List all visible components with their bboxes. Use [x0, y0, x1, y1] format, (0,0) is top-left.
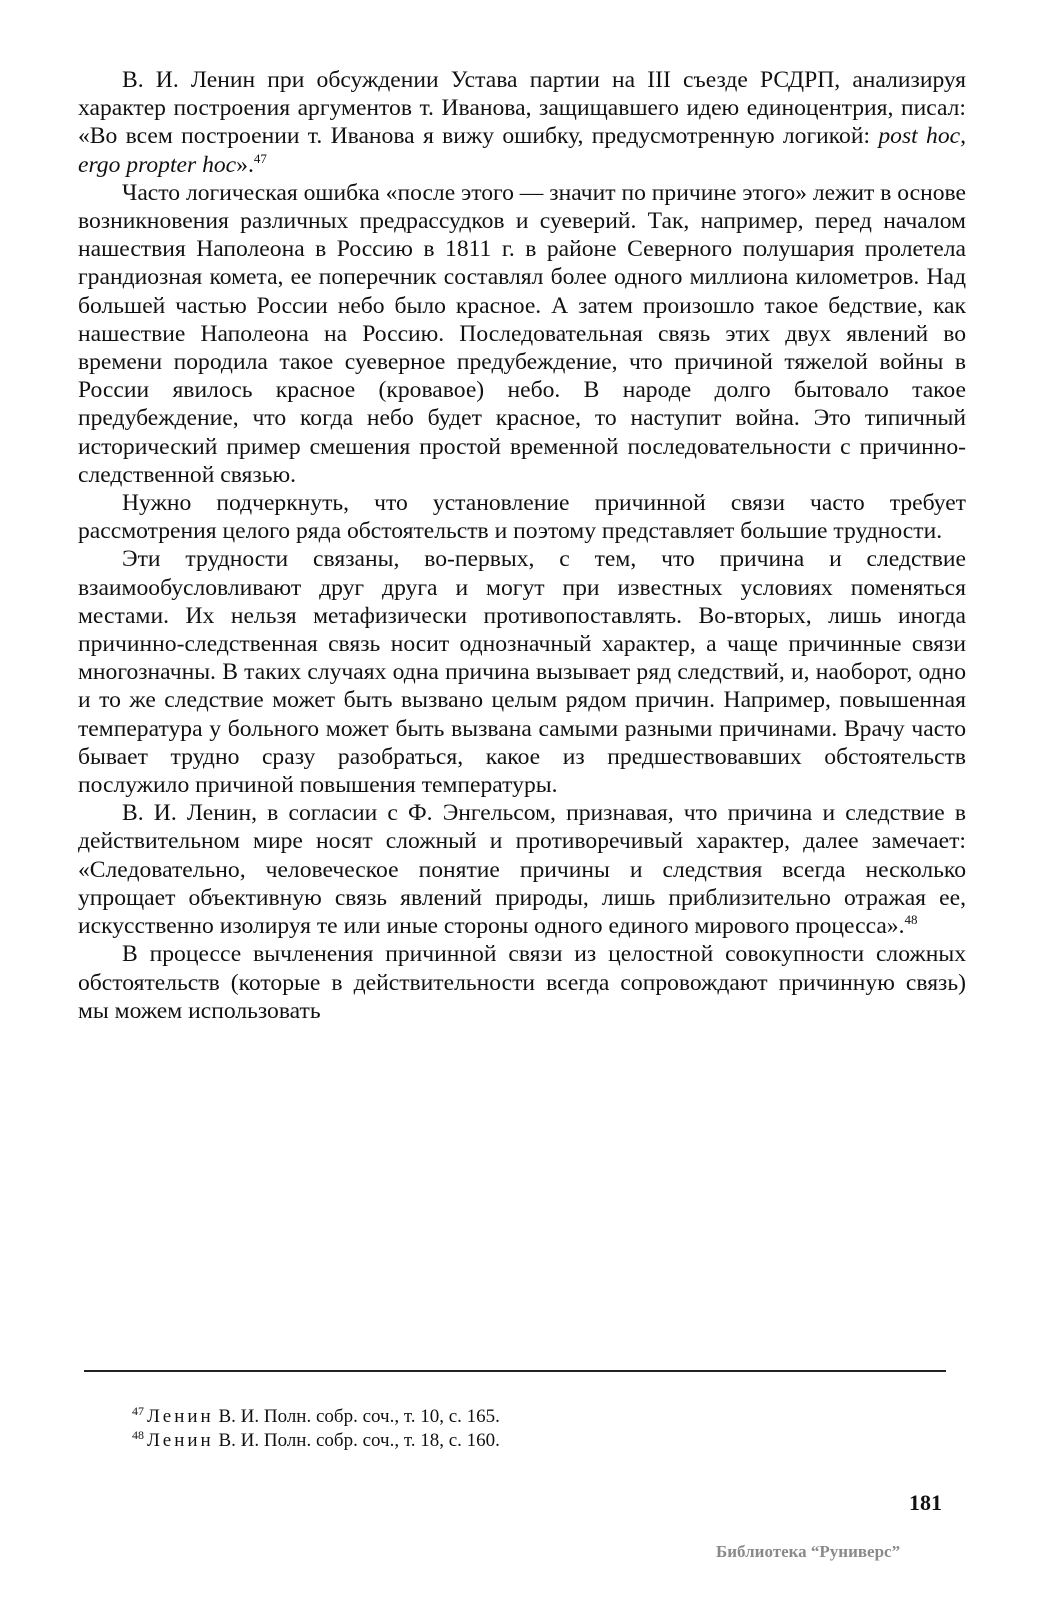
paragraph-1-text: В. И. Ленин при обсуждении Устава партии на III съезде РСДРП, анализируя характер построения аргументов т. Иванова, защищавшего идею единоцентрия, писал: «Во всем построении т. Иванова я вижу ошибку, предусмотренную логикой: — [78, 67, 966, 150]
paragraph-5-text: В. И. Ленин, в согласии с Ф. Энгельсом, признавая, что причина и следствие в действительном мире носят сложный и противоречивый характер, далее замечает: «Следовательно, человеческое понятие причины и следствия всегда несколько упрощает объективную связь явлений природы, лишь приблизительно отражая ее, искусственно изолируя те или иные стороны одного единого мирового процесса». — [78, 800, 966, 940]
footnote-ref-47[interactable]: 47 — [253, 150, 267, 166]
latin-phrase: post hoc, ergo propter hoc — [78, 123, 966, 178]
paragraph-2: Часто логическая ошибка «после этого — значит по причине этого» лежит в основе возникновения различных предрассудков и суеверий. Так, например, перед началом нашествия Наполеона в Россию в 1811 г. в районе Северного полушария пролетела грандиозная комета, ее поперечник составлял более одного миллиона километров. Над большей частью России небо было красное. А затем произошло такое бедствие, как нашествие Наполеона на Россию. Последовательная связь этих двух явлений во времени породила такое суеверное предубеждение, что причиной тяжелой войны в России явилось красное (кровавое) небо. В народе долго бытовало такое предубеждение, что когда небо будет красное, то наступит война. Это типичный исторический пример смешения простой временной последовательности с причинно-следственной связью. — [78, 179, 966, 488]
page-number: 181 — [909, 1490, 942, 1515]
footnote-47 — [132, 1405, 952, 1429]
footnote-ref-48[interactable]: 48 — [904, 912, 918, 928]
library-watermark: Библиотека “Руниверс” — [716, 1542, 901, 1561]
paragraph-4: Эти трудности связаны, во-первых, с тем, что причина и следствие взаимообусловливают друг друга и могут при известных условиях поменяться местами. Их нельзя метафизически противопоставлять. Во-вторых, лишь иногда причинно-следственная связь носит однозначный характер, а чаще причинные связи многозначны. В таких случаях одна причина вызывает ряд следствий, и, наоборот, одно и то же следствие может быть вызвано целым рядом причин. Например, повышенная температура у больного может быть вызвана самыми разными причинами. Врачу часто бывает трудно сразу разобраться, какое из предшествовавших обстоятельств послужило причиной повышения температуры. — [78, 546, 966, 799]
footnote-author: Ленин — [147, 1406, 214, 1427]
paragraph-1 — [78, 66, 966, 179]
footnotes — [132, 1405, 952, 1453]
footnote-mark: 48 — [132, 1427, 144, 1442]
paragraph-1-end: ». — [236, 151, 254, 178]
footnote-mark: 47 — [132, 1403, 144, 1418]
footnote-48 — [132, 1429, 952, 1453]
footnote-author: Ленин — [147, 1430, 214, 1451]
paragraph-3: Нужно подчеркнуть, что установление причинной связи часто требует рассмотрения целого ряда обстоятельств и поэтому представляет большие трудности. — [78, 490, 966, 545]
paragraph-6: В процессе вычленения причинной связи из целостной совокупности сложных обстоятельств (которые в действительности всегда сопровождают причинную связь) мы можем использовать — [78, 941, 966, 1024]
footnote-text: В. И. Полн. собр. соч., т. 10, с. 165. — [218, 1406, 500, 1427]
page-body — [78, 66, 966, 1025]
footnote-divider — [84, 1370, 946, 1372]
footnote-text: В. И. Полн. собр. соч., т. 18, с. 160. — [218, 1430, 500, 1451]
paragraph-5 — [78, 799, 966, 940]
